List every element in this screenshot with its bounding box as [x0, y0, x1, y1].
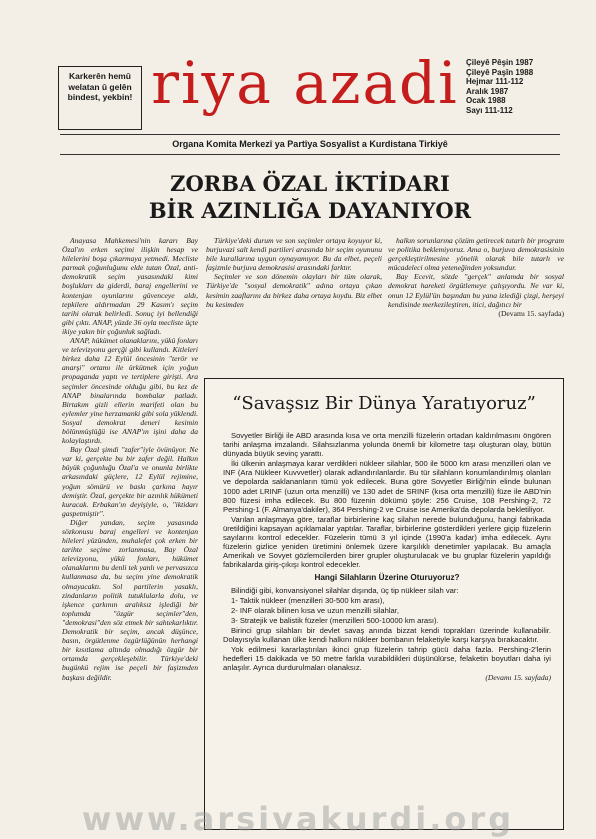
box-paragraph: İki ülkenin anlaşmaya karar verdikleri nükleer silahlar, 500 ile 5000 km arası menzilleri olan ve INF (Ara Nükleer Kuvvvetler) olarak adlandırılanlardır. Bu tür silahların konumlandırılmış olanları ve depolarda saklananların tümü yok edilecek. Buna göre Sovyetler Birliği'nin elinde bulunan 1000 adet LRINF (uzun orta menzilli) ve 130 adet de SRINF (kısa orta menzilli) füze ile ABD'nin 800 füzesi imha edilecek. Bu 800 füzenin dökümü şöyle: 256 Cruise, 108 Pershing-2, 72 Pershing-1 (F. Almanya'dakiler), 364 Pershing-2 ve Cruise ise Amerika'da depolarda bekletiliyor.	[223, 459, 551, 514]
boxed-article-title: “Savaşsız Bir Dünya Yaratıyoruz”	[232, 393, 536, 414]
article-paragraph: Anayasa Mahkemesi'nin kararı Bay Özal'ın erken seçimi ilişkin hesap ve hilelerini boşa çıkarmaya yetmedi. Mecliste parmak çoğunluğunu elde tutan Özal, anti-demokratik seçim yasasındaki kimi boşlukları da giderdi, baraj engellerini ve kontenjan oyunlarını güvenceye aldı, tepkilere aldırmadan 29 Kasım'ı seçim tarihi olarak belirledi. Sonuç iyi bellendiği gibi çıktı. ANAP, yüzde 36 oyla mecliste üçte ikiye yakın bir çoğunluk sağladı.	[62, 236, 198, 336]
continued-note: (Devamı 15. sayfada)	[498, 308, 564, 318]
box-paragraph: Birinci grup silahları bir devlet savaş anında bizzat kendi toprakları üzerinde kullanabilir. Dolayısıyla kullanan ülke kendi halkını nükleer bombanın felaketiyle karşı karşıya bırakacaktır.	[223, 625, 551, 644]
archive-watermark: www.arsivakurdi.org	[81, 800, 515, 838]
article-paragraph: Bay Özal şimdi "zafer"iyle övünüyor. Ne var ki, gerçekte bu bir zafer değil. Halkın büyük çoğunluğu Özal'a ve onunla birlikte arkasındaki güçlere, 12 Eylül rejimine, yoğun sömürü ve baskı çarkına hayır demiştir. Özal, gerçekte bir azınlık hükümeti kuracak. Erbakan'ın deyişiyle, o, "iktidarı gaspetmiştir".	[62, 445, 198, 518]
header-rule	[60, 134, 560, 135]
box-paragraph: Varılan anlaşmaya göre, taraflar birbirlerine kaç silahın nerede bulunduğunu, hangi fabrikada üretildiğini kapsayan açıklamalar yaptılar. Taraflar, birbirlerine gösterdikleri yerlere giçip füzelerin sayılarını kontrol edecekler. Füzelerin tümü 3 yıl içinde (1990'a kadar) imha edilecek. Aynı füzelerin gizlice yeniden üretimini önlemek üzere karşılıklı denetimler yapılacak. Bu amaçla Amerikalı ve Sovyet gözlemcilerden birer grupler oluşturulacak ve bu gruplar füzelerin yapıldığı fabrikalarda giriş-çıkışı kontrol edecekler.	[223, 514, 551, 570]
article-paragraph: Bay Ecevit, sözde "gerçek" anlamda bir sosyal demokrat hareketi örgütlemeye çalışıyordu. Ne var ki, onun 12 Eylül'ün başından bu yana izlediği çizgi, herşeyi kendisinde merkezileştiren, itici, dağıtıcı bir	[388, 272, 564, 309]
box-paragraph: Bilindiği gibi, konvansiyonel silahlar dışında, üç tip nükleer silah var:	[231, 585, 459, 595]
boxed-article	[204, 378, 564, 830]
article-paragraph: halkın sorunlarına çözüm getirecek tutarlı bir program ve politika beklemiyoruz. Ama o, burjuva demokrasisinin gerçekleştirilmesine yönelik olarak bile tutarlı ve mücadeleci olma yeteneğinden yoksundur.	[388, 236, 564, 273]
article-paragraph: Diğer yandan, seçim yasasında sözkonusu baraj engelleri ve kontenjan hileleri yüzünden, muhalefet çok erken bir tarihte seçime zorlanmasa, Bay Özal televizyonu, yükü fonları, hükümet olanaklarını bu denli tek yanlı ve pervasızca kullanmasa da, bu seçim yine demokratik olmayacaktı. Sol partilerin yasaklı, zindanların politik tutuklularla dolu, ve işkence çarkının aralıksız işlediği bir toplumda "özgür seçimler"den, "demokrasi"den söz etmek bir sahtekarlıktır. Demokratik bir seçim, ancak düşünce, basın, örgütlenme özgürlüğünün herhangi bir kısıtlama altında olmadığı özgür bir ortamda gerçekleşebilir. Türkiye'deki bugünkü rejim ise peçeli bir faşizmden başkası değildir.	[62, 517, 198, 682]
box-continued-note: (Devamı 15. sayfada)	[485, 673, 551, 683]
issue-line: Çileyê Pêşin 1987	[466, 58, 534, 67]
issue-line: Hejmar 111-112	[466, 77, 524, 87]
issue-line: Sayı 111-112	[466, 105, 513, 115]
box-subheading: Hangi Silahların Üzerine Oturuyoruz?	[314, 573, 460, 583]
boxed-article-body	[223, 431, 551, 821]
issue-line: Ocak 1988	[466, 96, 506, 106]
main-headline	[60, 170, 560, 224]
box-list-item: 3- Stratejik ve balistik füzeler (menzilleri 500-10000 km arası).	[231, 615, 439, 625]
slogan-box	[58, 66, 142, 130]
issue-line: Çileyê Paşîn 1988	[466, 67, 534, 77]
article-column-2	[206, 236, 382, 376]
article-paragraph: ANAP, hükümet olanaklarını, yükü fonları ve televizyonu gerçği gibi kullandı. Kitleleri birkez daha 12 Eylül öncesinin "terör ve anarşi" ortamı ile ürkütmek için yoğun propaganda yaptı ve tertiplere girişti. Ara seçimler öncesinde olduğu gibi, bu kez de ANAP binalarında bombalar patladı. Birtakım gizli ellerin marifeti olan bu eylemler yine herzamanki gibi sola yüklendi. Sosyal demokrat deneri kesimin bölünmüşlüğü ise ANAP'ın işini daha da kolaylaştırdı.	[62, 336, 198, 446]
box-paragraph: Sovyetler Birliği ile ABD arasında kısa ve orta menzilli füzelerin ortadan kaldırılmasını öngören tarihi anlaşma imzalandı. Silahsızlanma yolunda önemli bir kilometre taşı oluşturan olay, bütün dünyada büyük sevinç yarattı.	[223, 431, 551, 459]
article-paragraph: Türkiye'deki durum ve son seçimler ortaya koyuyor ki, burjuvazi salt kendi partileri arasında bir seçim oyununu bile kurallarına uygun oynayamıyor. Bu da elbet, peçeli faşizmle burjuva demokrasisi arasındaki farktır.	[206, 236, 382, 273]
subtitle-rule	[60, 154, 560, 155]
box-list-item: 1- Taktik nükleer (menzilleri 30-500 km arası),	[231, 595, 385, 605]
masthead-title: riya azadi	[151, 49, 459, 117]
headline-line-2: BİR AZINLIĞA DAYANIYOR	[148, 198, 472, 223]
slogan-text: Karkerên hemû welatan û gelên bindest, yekbin!	[67, 71, 133, 102]
article-paragraph: Seçimler ve son dönemin olayları bir tüm olarak, Türkiye'de "sosyal demokratik" adına ortaya çıkan kesimin zaaflarını da birkez daha ortaya koydu. Biz elbet bu kesimden	[206, 272, 382, 309]
article-column-1	[62, 236, 198, 826]
headline-line-1: ZORBA ÖZAL İKTİDARI	[170, 171, 450, 196]
publication-subtitle: Organa Komita Merkezî ya Partîya Sosyalîst a Kurdistana Tirkiyê	[172, 139, 448, 149]
box-list-item: 2- INF olarak bilinen kısa ve uzun menzilli silahlar,	[231, 605, 399, 615]
issue-line: Aralık 1987	[466, 86, 509, 96]
box-paragraph: Yok edilmesi kararlaştırılan ikinci grup füzelerin tahrip gücü daha fazla. Pershing-2'lerin hedefleri 15 dakikada ve 50 metre farkla vurabildikleri düşünülürse, felaketin boyutları daha iyi anlaşılır. Ayrıca durdurulmaları olanaksız.	[223, 645, 551, 673]
issue-info	[466, 58, 562, 116]
article-column-3	[388, 236, 564, 376]
